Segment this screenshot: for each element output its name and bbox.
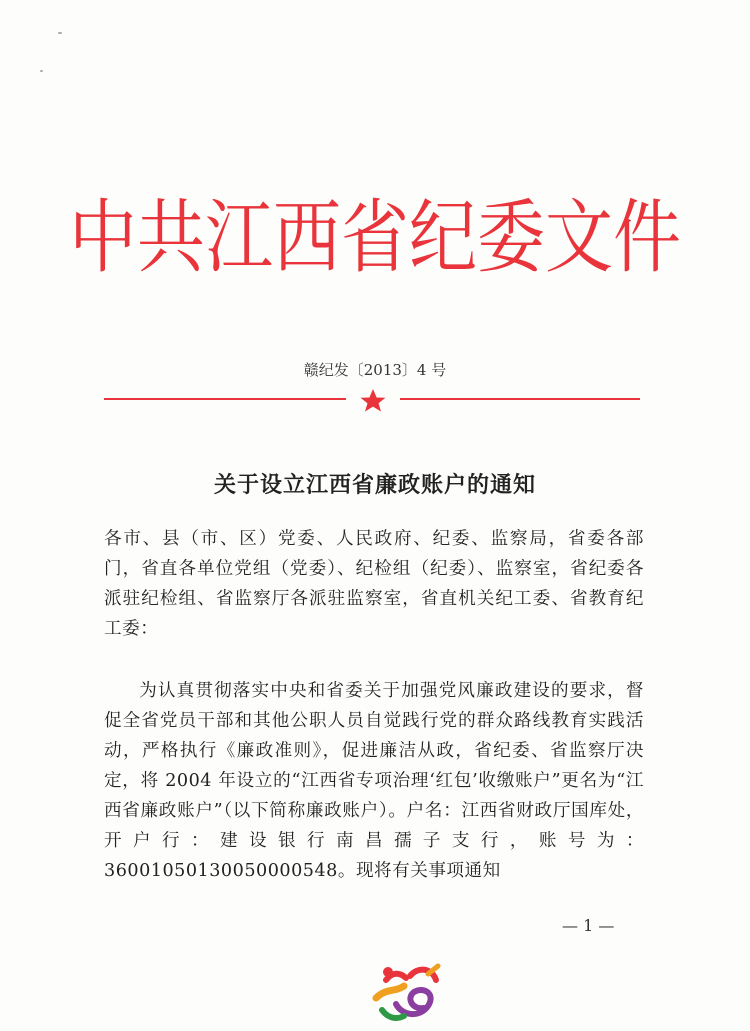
document-header-title: 中共江西省纪委文件: [68, 192, 681, 286]
scan-speck: [58, 32, 62, 34]
page-number: — 1 —: [562, 916, 615, 935]
document-number: 赣纪发〔2013〕4 号: [303, 361, 447, 379]
scan-speck: [40, 70, 43, 72]
watermark-logo-icon: [366, 958, 450, 1024]
notice-title: 关于设立江西省廉政账户的通知: [213, 472, 536, 498]
star-icon: [352, 388, 394, 412]
header-divider-left: [104, 398, 346, 400]
header-divider-right: [400, 398, 640, 400]
recipients-paragraph: 各市、县（市、区）党委、人民政府、纪委、监察局，省委各部门，省直各单位党组（党委）、纪检组（纪委）、监察室，省纪委各派驻纪检组、省监察厅各派驻监察室，省直机关纪工委、省教育纪工委：: [104, 529, 644, 639]
body-paragraph: 为认真贯彻落实中央和省委关于加强党风廉政建设的要求，督促全省党员干部和其他公职人员自觉践行党的群众路线教育实践活动，严格执行《廉政准则》，促进廉洁从政，省纪委、省监察厅决定，将 2004 年设立的“江西省专项治理‘红包’收缴账户”更名为“江西省廉政账户”（以下简称廉政账户）。户名：江西省财政厅国库处，开户行：建设银行南昌孺子支行，账号为：36001050130050000548。现将有关事项通知: [104, 681, 644, 881]
